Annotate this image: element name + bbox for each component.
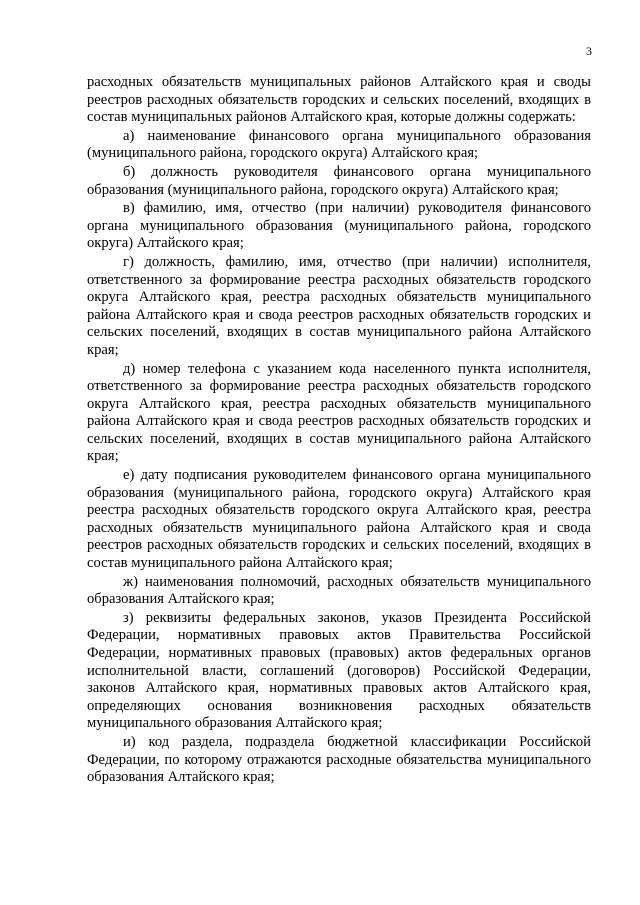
page-number: 3: [586, 44, 592, 58]
paragraph-z: з) реквизиты федеральных законов, указов Президента Российской Федерации, нормативных правовых актов Правительства Российской Федерации, нормативных правовых (правовых) актов федеральных органов исполнительной власти, соглашений (договоров) Российской Федерации, законов Алтайского края, нормативных правовых актов Алтайского края, определяющих основания возникновения расходных обязательств муниципального образования Алтайского края;: [87, 609, 591, 732]
paragraph-i: и) код раздела, подраздела бюджетной классификации Российской Федерации, по которому отражаются расходные обязательства муниципального образования Алтайского края;: [87, 733, 591, 786]
paragraph-intro: расходных обязательств муниципальных районов Алтайского края и своды реестров расходных обязательств городских и сельских поселений, входящих в состав муниципальных районов Алтайского края, которые должны содержать:: [87, 74, 591, 126]
paragraph-a: а) наименование финансового органа муниципального образования (муниципального района, городского округа) Алтайского края;: [87, 127, 591, 162]
paragraph-e: е) дату подписания руководителем финансового органа муниципального образования (муниципального района, городского округа) Алтайского края реестра расходных обязательств городского округа Алтайского края, реестра расходных обязательств муниципального района Алтайского края и свода реестров расходных обязательств городских и сельских поселений, входящих в состав муниципального района Алтайского края;: [87, 467, 591, 572]
paragraph-g: г) должность, фамилию, имя, отчество (при наличии) исполнителя, ответственного за формирование реестра расходных обязательств городского округа Алтайского края, реестра расходных обязательств муниципального района Алтайского края и свода реестров расходных обязательств городских и сельских поселений, входящих в состав муниципального района Алтайского края;: [87, 253, 591, 358]
document-body: [87, 74, 591, 788]
paragraph-zh: ж) наименования полномочий, расходных обязательств муниципального образования Алтайского края;: [87, 573, 591, 608]
paragraph-b: б) должность руководителя финансового органа муниципального образования (муниципального района, городского округа) Алтайского края;: [87, 163, 591, 198]
paragraph-v: в) фамилию, имя, отчество (при наличии) руководителя финансового органа муниципального образования (муниципального района, городского округа) Алтайского края;: [87, 200, 591, 252]
paragraph-d: д) номер телефона с указанием кода населенного пункта исполнителя, ответственного за формирование реестра расходных обязательств городского округа Алтайского края, реестра расходных обязательств муниципального района Алтайского края и свода реестров расходных обязательств городских и сельских поселений, входящих в состав муниципального района Алтайского края;: [87, 360, 591, 465]
